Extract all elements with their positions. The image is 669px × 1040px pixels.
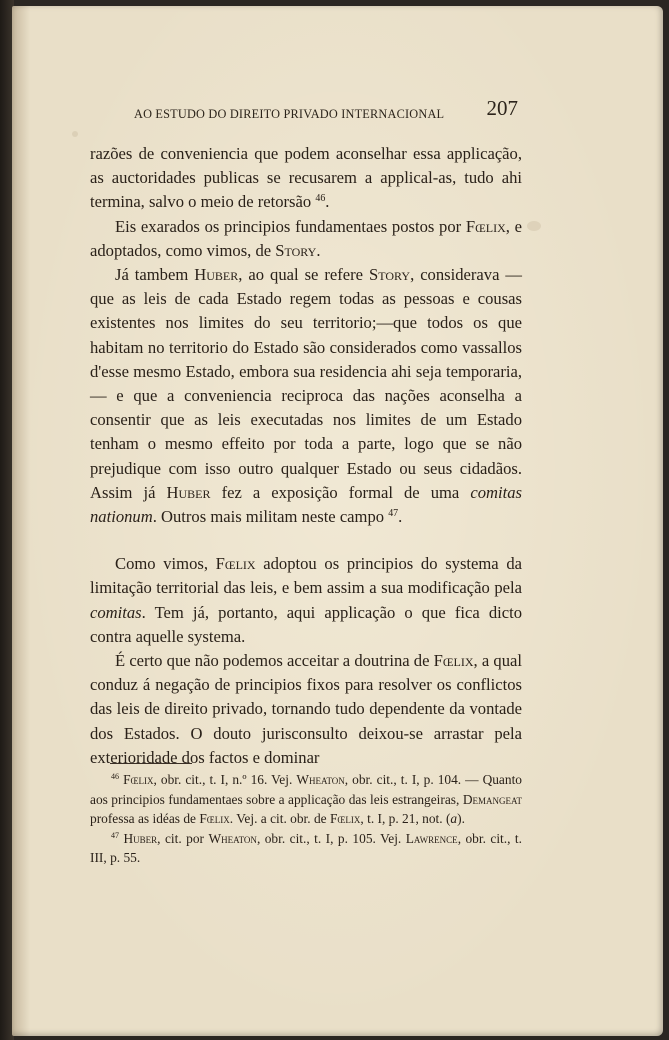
text-run: , obr. cit., t. I, p. 105. Vej. xyxy=(256,830,406,846)
page-header xyxy=(134,96,518,126)
paragraph xyxy=(90,552,522,649)
text-run: , cit. por xyxy=(157,830,209,846)
text-run: adoptou os principios do systema da limitação territorial das leis, e bem assim a sua modificação pela xyxy=(90,554,522,598)
text-run: , t. I, p. 21, not. ( xyxy=(360,811,451,827)
paragraph xyxy=(90,142,522,215)
text-run: . Tem já, portanto, aqui applicação o que fica dicto contra aquelle systema. xyxy=(90,602,522,646)
text-run: . Outros mais militam neste campo xyxy=(152,507,389,527)
footnote-ref: 46 xyxy=(315,193,326,205)
text-run: , obr. cit., t. I, p. 104. — Quanto aos principios fundamentaes sobre a applicação das leis estrangeiras, xyxy=(90,772,522,807)
footnotes xyxy=(90,770,522,868)
text-run: Como vimos, xyxy=(115,554,216,574)
text-run: , considerava —que as leis de cada Estado regem todas as pessoas e cousas existentes nos limites do seu territorio;—que todos os que habitam no territorio do Estado são considerados como vassallos d'esse mesmo Estado, embora sua residencia ahi seja temporaria, — e que a conveniencia reciproca das nações aconselha a consentir que as leis executadas nos limites de um Estado tenham o mesmo effeito por toda a parte, logo que se não prejudique com isso outro qualquer Estado ou seus cidadãos. Assim já xyxy=(90,265,523,502)
paragraph xyxy=(90,215,522,263)
latin-term: comitas xyxy=(90,602,142,622)
text-run: , ao qual se refere xyxy=(238,265,370,285)
author-name: Wheaton xyxy=(208,830,257,846)
text-run: . xyxy=(316,240,321,260)
text-run: É certo que não podemos acceitar a doutrina de xyxy=(115,651,434,671)
paper-stain xyxy=(72,131,78,137)
text-run: fez a exposição formal de uma xyxy=(210,482,471,502)
running-head: AO ESTUDO DO DIREITO PRIVADO INTERNACIONAL xyxy=(134,107,445,121)
author-name: Fœlix xyxy=(465,216,506,236)
text-run: . xyxy=(398,507,403,527)
text-run: Já tambem xyxy=(115,265,195,285)
main-text xyxy=(90,142,522,770)
text-run: Eis exarados os principios fundamentaes postos por xyxy=(115,216,466,236)
author-name: Huber xyxy=(166,482,211,502)
author-name: Story xyxy=(369,265,411,285)
author-name: Fœlix xyxy=(123,772,154,787)
author-name: Fœlix xyxy=(433,651,474,671)
footnote-46 xyxy=(90,770,522,829)
text-run: . xyxy=(325,192,330,212)
note-letter: a xyxy=(450,811,458,827)
latin-term: comitas nationum xyxy=(90,482,522,527)
author-name: Fœlix xyxy=(199,811,230,827)
footnote-ref: 47 xyxy=(388,508,399,520)
footnote-47 xyxy=(90,829,522,868)
author-name: Story xyxy=(275,240,317,260)
text-run: , obr. cit., t. III, p. 55. xyxy=(90,830,522,866)
page-number: 207 xyxy=(486,96,518,120)
author-name: Lawrence xyxy=(405,830,458,846)
footnote-number: 46 xyxy=(111,772,120,782)
text-run: , a qual conduz á negação de principios fixos para resolver os conflictos das leis de direito privado, tornando tudo dependente da vontade dos Estados. O douto jurisconsulto deixou-se arrastar pela exterioridade dos factos e dominar xyxy=(90,651,522,767)
paper-stain xyxy=(527,221,541,231)
text-run: ). xyxy=(457,811,465,827)
text-run: , e adoptados, como vimos, de xyxy=(90,216,522,260)
author-name: Demangeat xyxy=(462,791,522,807)
author-name: Huber xyxy=(194,265,239,285)
footnote-number: 47 xyxy=(111,830,120,840)
author-name: Fœlix xyxy=(215,554,256,574)
author-name: Wheaton xyxy=(296,772,345,787)
text-run: , obr. cit., t. I, n.º 16. Vej. xyxy=(153,772,297,787)
author-name: Fœlix xyxy=(329,811,361,827)
author-name: Huber xyxy=(123,830,158,846)
paragraph xyxy=(90,649,522,770)
text-run: . Vej. a cit. obr. de xyxy=(229,811,330,827)
footnote-separator xyxy=(110,763,192,764)
paragraph xyxy=(90,263,522,529)
text-run: razões de conveniencia que podem aconselhar essa applicação, as auctoridades publicas se recusarem a applical-as, tudo ahi termina, salvo o meio de retorsão xyxy=(90,144,522,212)
text-run: professa as idéas de xyxy=(90,811,200,827)
